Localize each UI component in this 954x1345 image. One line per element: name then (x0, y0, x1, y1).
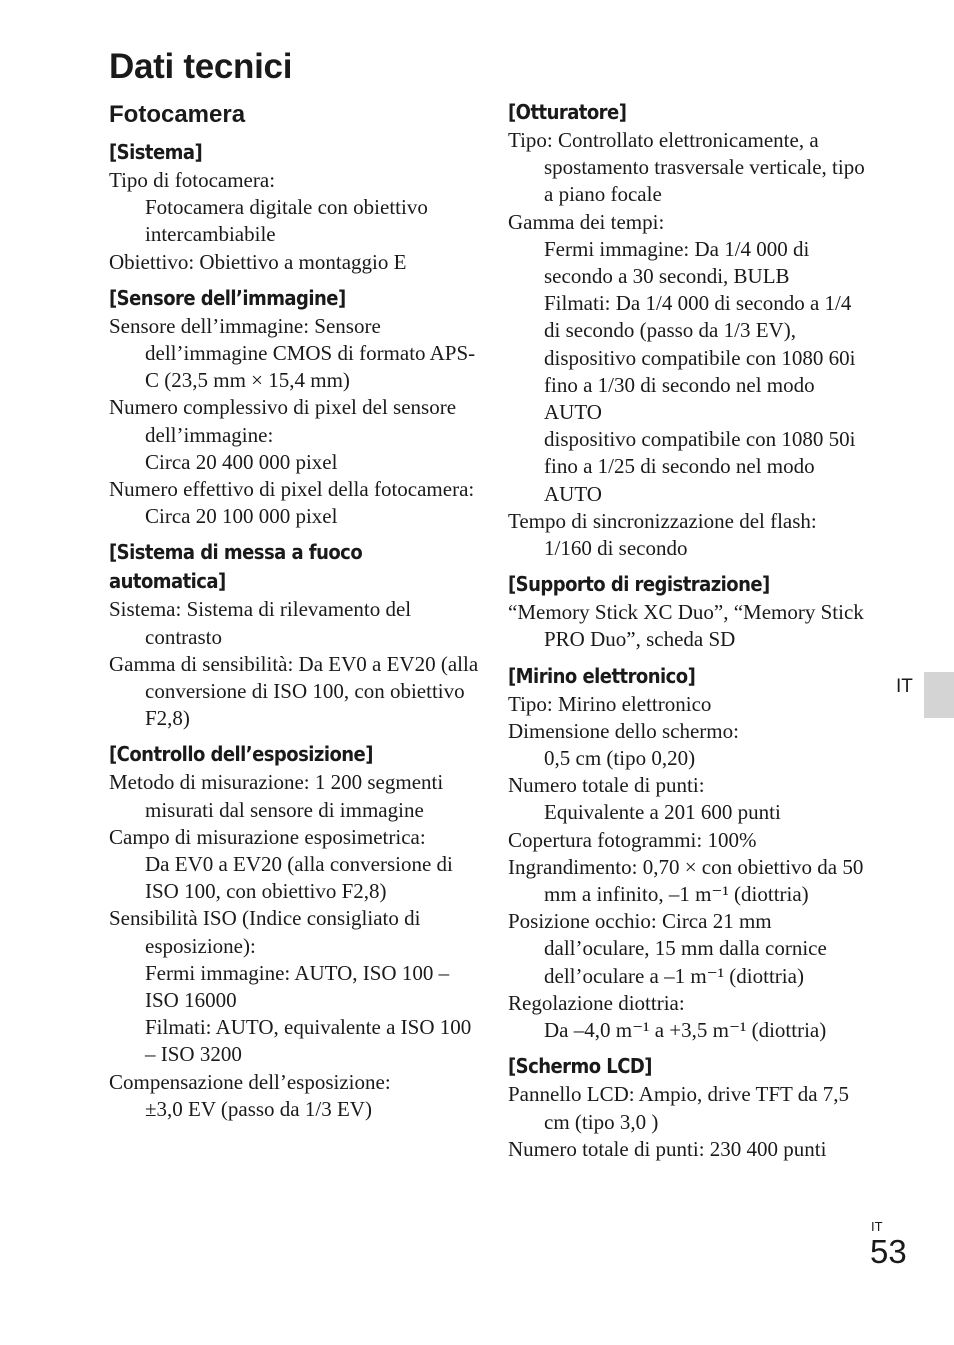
page-title: Dati tecnici (109, 47, 293, 86)
spec-list-sensore (109, 313, 481, 531)
spec-item: Tipo: Controllato elettronicamente, a spostamento trasversale verticale, tipo a piano focale (508, 128, 865, 207)
spec-item: Campo di misurazione esposimetrica: (109, 824, 426, 849)
spec-sub-item: Fotocamera digitale con obiettivo intercambiabile (145, 195, 428, 247)
spec-item: Compensazione dell’esposizione: (109, 1069, 391, 1094)
spec-list-sistema (109, 167, 481, 276)
spec-item: Numero totale di punti: 230 400 punti (508, 1136, 827, 1161)
page-number: 53 (870, 1233, 907, 1270)
spec-sub-item: Fermi immagine: Da 1/4 000 di secondo a 30 secondi, BULB (544, 236, 810, 289)
group-heading-supporto: [Supporto di registrazione] (508, 572, 770, 597)
left-column (109, 98, 481, 1123)
spec-item: Numero totale di punti: (508, 773, 705, 798)
spec-item: Numero effettivo di pixel della fotocamera: Circa 20 100 000 pixel (109, 477, 475, 529)
spec-sub-item: 0,5 cm (tipo 0,20) (544, 746, 696, 771)
spec-item: Copertura fotogrammi: 100% (508, 827, 757, 852)
spec-sub-item: Da EV0 a EV20 (alla conversione di ISO 100, con obiettivo F2,8) (145, 852, 453, 904)
footer-language: IT (871, 1219, 883, 1234)
spec-item: “Memory Stick XC Duo”, “Memory Stick PRO Duo”, scheda SD (508, 600, 864, 652)
spec-list-esposizione (109, 769, 481, 1123)
spec-item: Tempo di sincronizzazione del flash: 1/160 di secondo (508, 508, 817, 561)
spec-list-mirino (508, 691, 868, 1045)
spec-sub-item: ±3,0 EV (passo da 1/3 EV) (145, 1096, 372, 1121)
section-title: Fotocamera (109, 101, 246, 128)
spec-item: Tipo di fotocamera: (109, 168, 276, 192)
spec-sub-item: Filmati: AUTO, equivalente a ISO 100 – ISO 3200 (145, 1015, 472, 1067)
spec-item: Ingrandimento: 0,70 × con obiettivo da 50 mm a infinito, –1 m⁻¹ (diottria) (508, 854, 864, 907)
spec-item: Gamma dei tempi: (508, 209, 665, 234)
group-heading-sensore: [Sensore dell’immagine] (109, 285, 346, 310)
spec-sub-item: Circa 20 400 000 pixel (145, 449, 338, 474)
spec-item: Regolazione diottria: (508, 990, 685, 1015)
spec-item: Gamma di sensibilità: Da EV0 a EV20 (alla conversione di ISO 100, con obiettivo F2,8) (109, 651, 479, 731)
spec-item: Numero complessivo di pixel del sensore dell’immagine: (109, 395, 457, 447)
group-heading-mirino: [Mirino elettronico] (508, 663, 696, 688)
group-heading-messa-a-fuoco: [Sistema di messa a fuoco automatica] (109, 540, 363, 594)
spec-sub-item: Equivalente a 201 600 punti (544, 800, 781, 825)
group-heading-schermo-lcd: [Schermo LCD] (508, 1054, 652, 1079)
spec-item: Dimensione dello schermo: (508, 718, 739, 743)
language-tab-label: IT (896, 676, 913, 697)
spec-item: Metodo di misurazione: 1 200 segmenti misurati dal sensore di immagine (109, 770, 444, 822)
right-column (508, 98, 868, 1163)
spec-item: Sensore dell’immagine: Sensore dell’immagine CMOS di formato APS-C (23,5 mm × 15,4 mm) (109, 313, 476, 393)
spec-item: Tipo: Mirino elettronico (508, 691, 712, 716)
spec-item: Obiettivo: Obiettivo a montaggio E (109, 249, 407, 274)
spec-sub-item: Filmati: Da 1/4 000 di secondo a 1/4 di secondo (passo da 1/3 EV), dispositivo compatibile con 1080 60i fino a 1/30 di secondo nel modo AUTO (544, 291, 856, 425)
group-heading-sistema: [Sistema] (109, 140, 203, 164)
language-tab-bar (924, 672, 954, 718)
spec-item: Posizione occhio: Circa 21 mm dall’oculare, 15 mm dalla cornice dell’oculare a –1 m⁻¹ (diottria) (508, 909, 827, 988)
spec-list-supporto (508, 599, 868, 653)
spec-sub-item: Fermi immagine: AUTO, ISO 100 – ISO 16000 (145, 960, 450, 1013)
spec-item: Pannello LCD: Ampio, drive TFT da 7,5 cm (tipo 3,0 ) (508, 1082, 850, 1134)
spec-sub-item: dispositivo compatibile con 1080 50i fino a 1/25 di secondo nel modo AUTO (544, 427, 856, 506)
group-heading-otturatore: [Otturatore] (508, 100, 627, 124)
spec-list-messa-a-fuoco (109, 596, 481, 732)
spec-list-otturatore (508, 127, 868, 562)
spec-item: Sensibilità ISO (Indice consigliato di esposizione): (109, 906, 421, 958)
group-heading-esposizione: [Controllo dell’esposizione] (109, 742, 373, 767)
spec-list-schermo-lcd (508, 1081, 868, 1163)
spec-sub-item: Da –4,0 m⁻¹ a +3,5 m⁻¹ (diottria) (544, 1018, 827, 1043)
spec-item: Sistema: Sistema di rilevamento del contrasto (109, 597, 412, 649)
